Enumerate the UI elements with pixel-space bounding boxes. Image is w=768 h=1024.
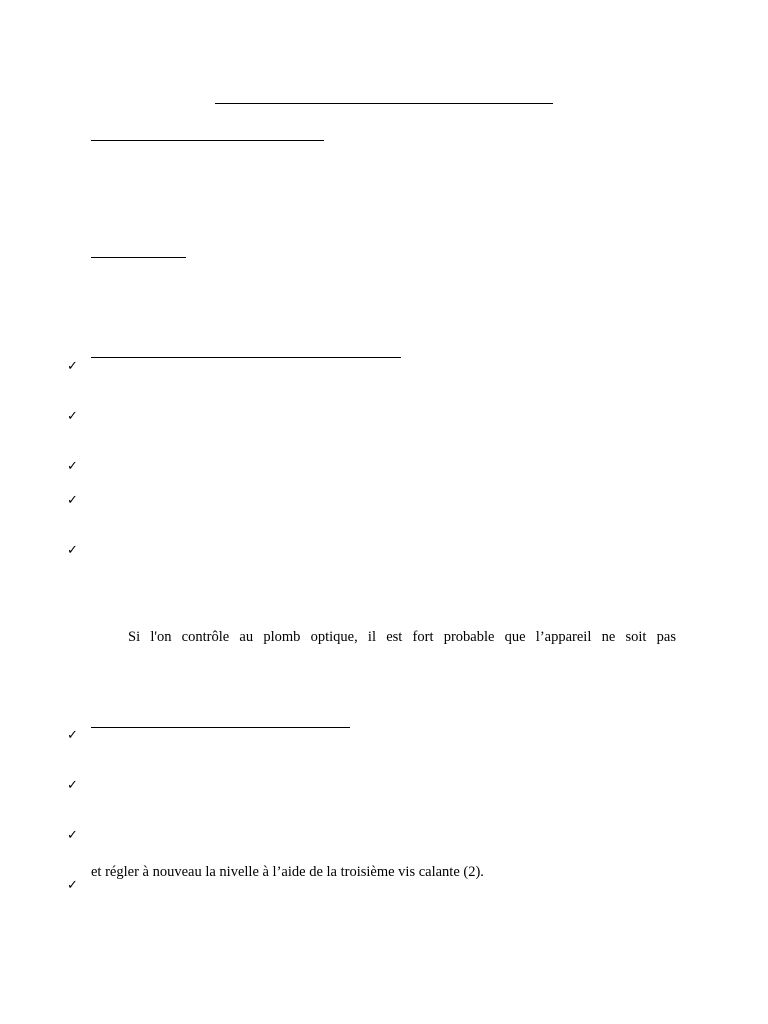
check-icon: ✓	[67, 359, 78, 374]
check-icon: ✓	[67, 778, 78, 793]
section-heading-underline-4	[91, 727, 350, 728]
check-icon: ✓	[67, 493, 78, 508]
paragraph-nivelle: et régler à nouveau la nivelle à l’aide de la troisième vis calante (2).	[91, 864, 484, 880]
check-icon: ✓	[67, 878, 78, 893]
check-icon: ✓	[67, 728, 78, 743]
check-icon: ✓	[67, 828, 78, 843]
title-underline	[215, 103, 553, 104]
paragraph-plomb-optique: Si l'on contrôle au plomb optique, il est fort probable que l’appareil ne soit pas	[128, 629, 676, 645]
section-heading-underline-1	[91, 140, 324, 141]
section-heading-underline-2	[91, 257, 186, 258]
check-icon: ✓	[67, 459, 78, 474]
check-icon: ✓	[67, 543, 78, 558]
check-icon: ✓	[67, 409, 78, 424]
section-heading-underline-3	[91, 357, 401, 358]
